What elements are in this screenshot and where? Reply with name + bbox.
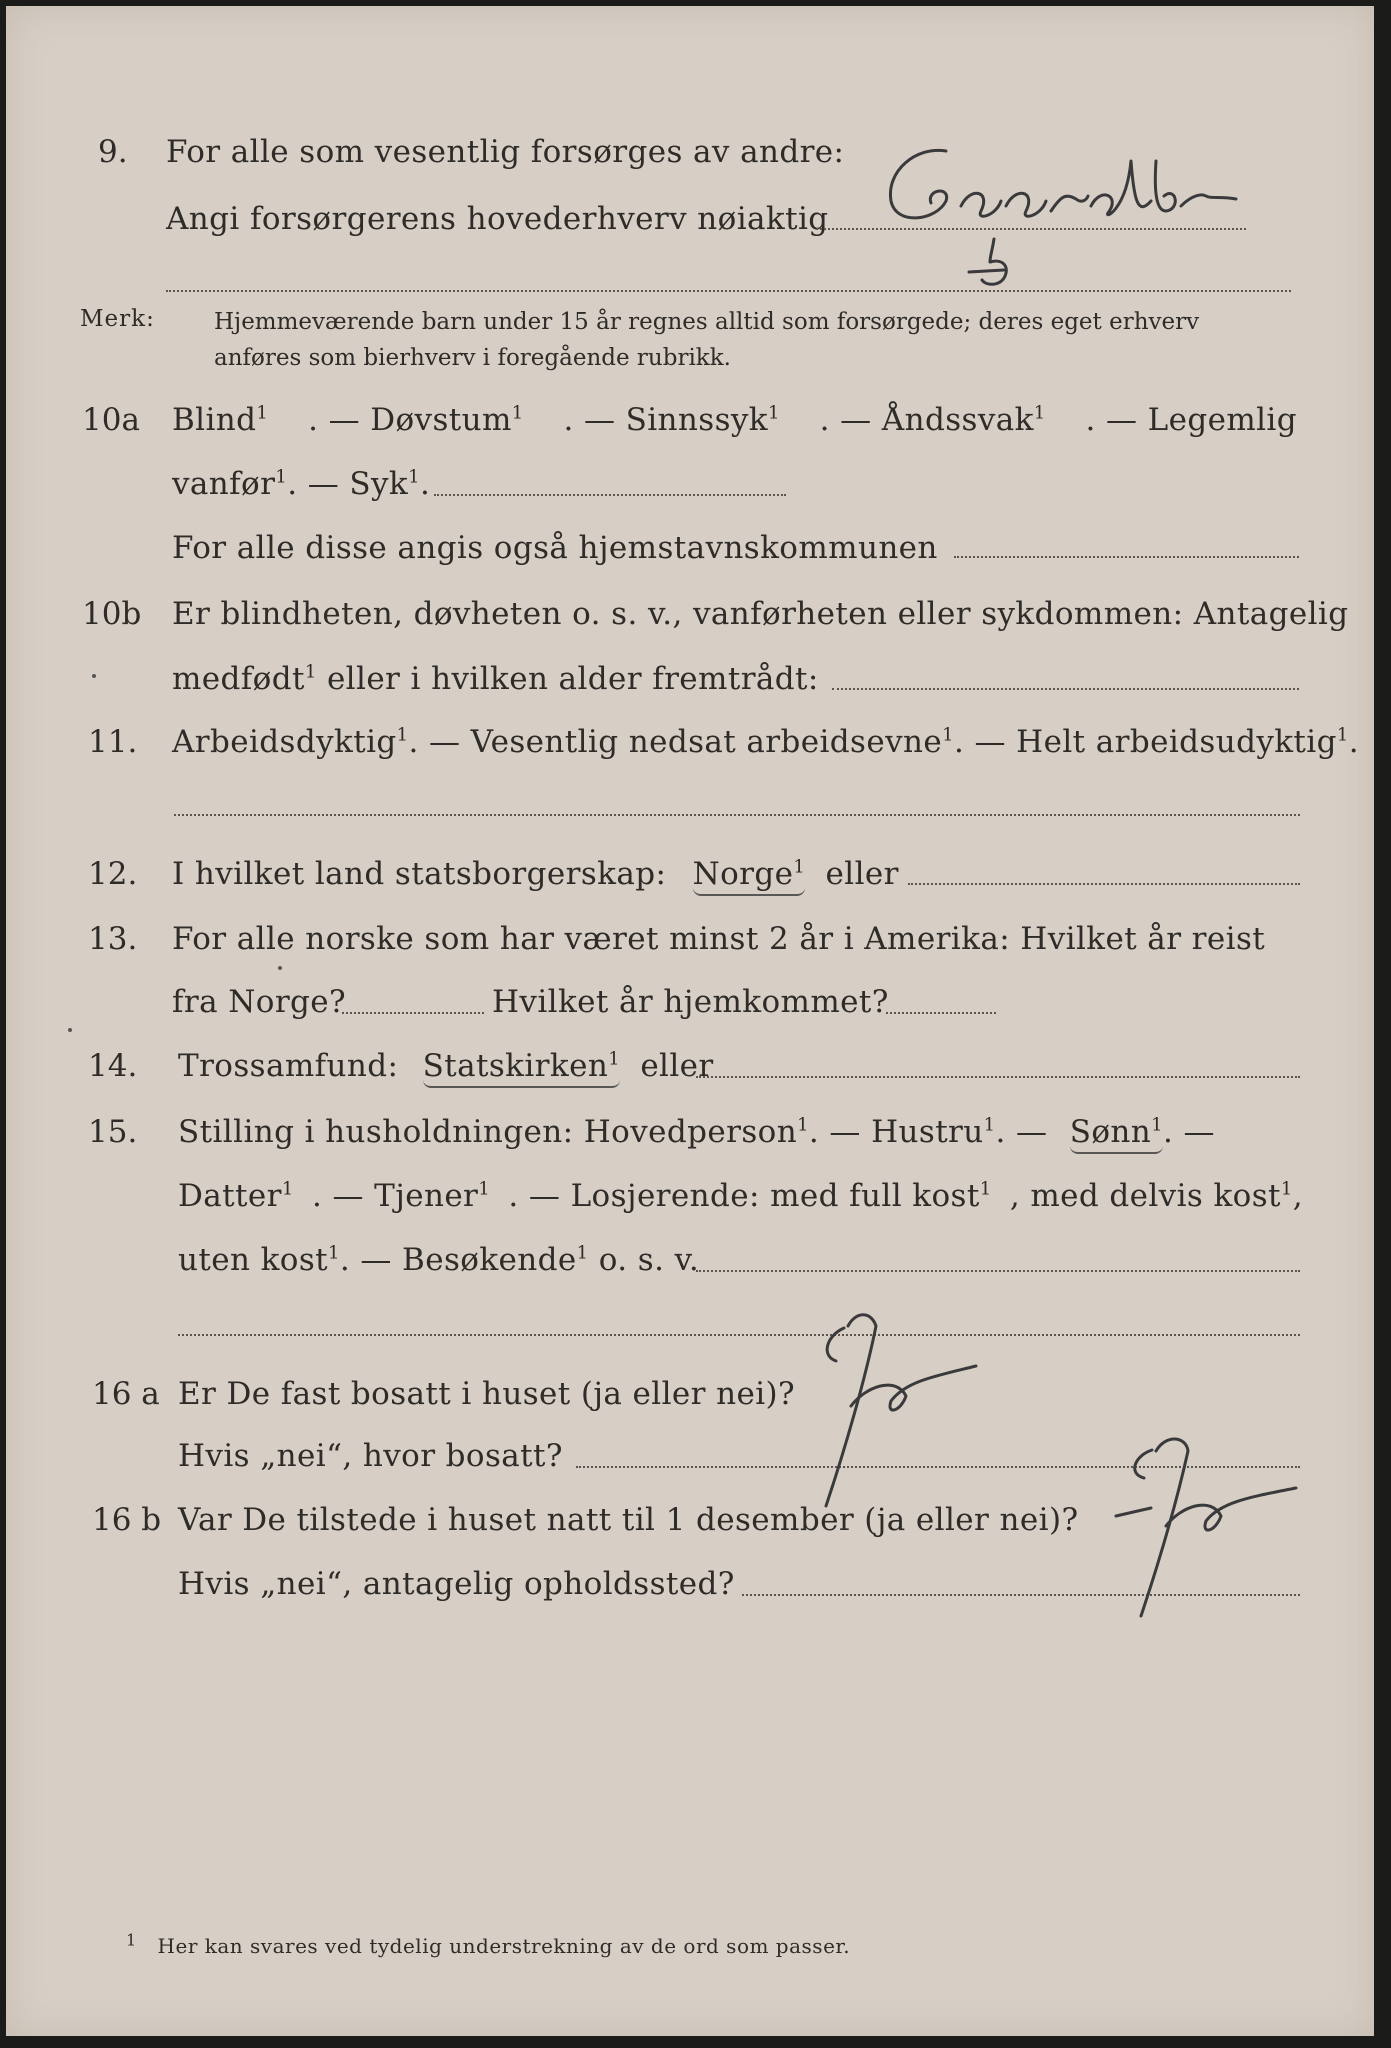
q13-line2b: Hvilket år hjemkommet? — [492, 984, 889, 1020]
q16a-line1: Er De fast bosatt i huset (ja eller nei)? — [178, 1376, 796, 1412]
q14-number: 14. — [88, 1048, 138, 1084]
q12-answer-line — [908, 883, 1300, 885]
q9-handwritten-answer — [876, 141, 1246, 245]
q13-line2a: fra Norge? — [172, 984, 347, 1020]
ink-speck — [278, 966, 282, 970]
ink-speck — [68, 1028, 72, 1032]
q10a-line1 — [172, 402, 1297, 438]
q16a-line2: Hvis „nei“, hvor bosatt? — [178, 1438, 563, 1474]
q15-option-sonn: Sønn$^1$ — [1070, 1114, 1163, 1154]
q10a-line2: vanfør$^1$. — Syk$^1$. — [172, 466, 431, 502]
q10a-blind: Blind$^1$ — [172, 402, 269, 438]
q16b-number: 16 b — [92, 1502, 162, 1538]
footnote-text: Her kan svares ved tydelig understrekning av de ord som passer. — [157, 1934, 851, 1958]
q10a-syk-line — [434, 494, 786, 496]
q10a-dovstum: . — Døvstum$^1$ — [308, 402, 524, 438]
footnote-mark: 1 — [126, 1930, 137, 1950]
q13-reist-line — [342, 1012, 484, 1014]
q11-number: 11. — [88, 724, 138, 760]
merk-line1: Hjemmeværende barn under 15 år regnes alltid som forsørgede; deres eget erhverv — [214, 309, 1200, 335]
q15-line1: Stilling i husholdningen: Hovedperson$^1$. — Hustru$^1$. — Sønn$^1$. — — [178, 1114, 1215, 1150]
q15-number: 15. — [88, 1114, 138, 1150]
q10a-andssvak: . — Åndssvak$^1$ — [819, 402, 1046, 438]
q12-number: 12. — [88, 856, 138, 892]
q10a-sinnssyk: . — Sinnssyk$^1$ — [563, 402, 780, 438]
q15-extra-line — [178, 1334, 1300, 1336]
merk-label: Merk: — [80, 306, 155, 332]
form-page — [6, 6, 1374, 2036]
q15-line2: Datter$^1$ . — Tjener$^1$ . — Losjerende: med full kost$^1$ , med delvis kost$^1$, — [178, 1178, 1303, 1214]
q14-option-statskirken: Statskirken$^1$ — [423, 1048, 620, 1088]
q11-extra-line — [174, 814, 1300, 816]
q9-handwritten-mark — [964, 234, 1024, 298]
q10a-number: 10a — [82, 402, 140, 438]
q16b-line1: Var De tilstede i huset natt til 1 desember (ja eller nei)? — [178, 1502, 1079, 1538]
q16a-number: 16 a — [92, 1376, 160, 1412]
q13-number: 13. — [88, 921, 138, 957]
ink-speck — [92, 674, 96, 678]
q15-line3: uten kost$^1$. — Besøkende$^1$ o. s. v. — [178, 1242, 700, 1278]
merk-line2: anføres som bierhverv i foregående rubrikk. — [214, 345, 731, 371]
q13-hjem-line — [886, 1012, 996, 1014]
q10b-line1: Er blindheten, døvheten o. s. v., vanførheten eller sykdommen: Antagelig — [172, 596, 1349, 632]
q16a-handwritten-answer — [796, 1306, 986, 1530]
q9-line2: Angi forsørgerens hovederhverv nøiaktig — [166, 201, 829, 237]
q9-line1: For alle som vesentlig forsørges av andre: — [166, 134, 845, 170]
q15-answer-line — [696, 1270, 1300, 1272]
merk-note — [214, 304, 1199, 376]
q9-extra-line — [166, 290, 1291, 292]
q11-line: Arbeidsdyktig$^1$. — Vesentlig nedsat arbeidsevne$^1$. — Helt arbeidsudyktig$^1$. — [172, 724, 1359, 760]
q12-line: I hvilket land statsborgerskap: Norge$^1$ eller — [172, 856, 899, 892]
q9-number: 9. — [98, 134, 128, 170]
q10b-answer-line — [832, 688, 1299, 690]
q10b-line2: medfødt$^1$ eller i hvilken alder fremtrådt: — [172, 661, 819, 697]
q14-line: Trossamfund: Statskirken$^1$ eller — [178, 1048, 714, 1084]
footnote — [126, 1930, 851, 1958]
q14-answer-line — [696, 1076, 1300, 1078]
q12-option-norge: Norge$^1$ — [693, 856, 806, 896]
q10a-line3: For alle disse angis også hjemstavnskommunen — [172, 530, 938, 566]
q10a-hjemstavn-line — [954, 556, 1299, 558]
q16b-line2: Hvis „nei“, antagelig opholdssted? — [178, 1566, 735, 1602]
q10a-legemlig: . — Legemlig — [1085, 402, 1297, 438]
q13-line1: For alle norske som har været minst 2 år i Amerika: Hvilket år reist — [172, 921, 1266, 957]
q10b-number: 10b — [82, 596, 142, 632]
q16b-handwritten-answer — [1106, 1426, 1306, 1640]
